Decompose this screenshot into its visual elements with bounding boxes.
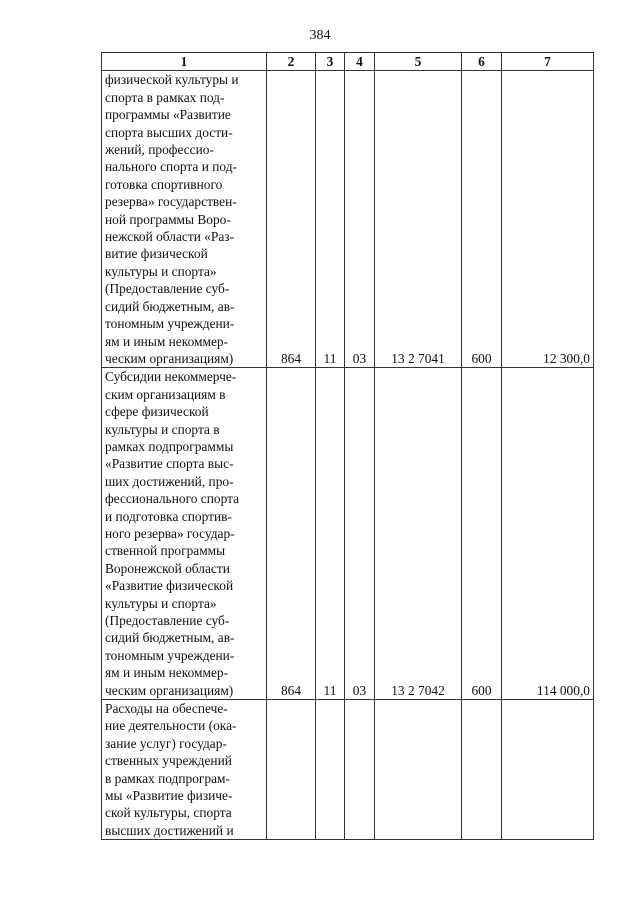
table-row bbox=[102, 368, 594, 700]
ministry-code: 864 bbox=[267, 71, 316, 368]
header-col-2: 2 bbox=[267, 53, 316, 71]
amount-value bbox=[502, 700, 594, 840]
table-row bbox=[102, 71, 594, 368]
ministry-code: 864 bbox=[267, 368, 316, 700]
header-col-6: 6 bbox=[462, 53, 502, 71]
amount-value: 12 300,0 bbox=[502, 71, 594, 368]
expense-type-code bbox=[462, 700, 502, 840]
header-col-3: 3 bbox=[316, 53, 345, 71]
table-row bbox=[102, 700, 594, 840]
target-article-code: 13 2 7042 bbox=[375, 368, 462, 700]
header-col-4: 4 bbox=[345, 53, 375, 71]
header-col-1: 1 bbox=[102, 53, 267, 71]
ministry-code bbox=[267, 700, 316, 840]
section-code: 11 bbox=[316, 368, 345, 700]
section-code: 11 bbox=[316, 71, 345, 368]
row-description: физической культуры и спорта в рамках под- программы «Развитие спорта высших дости- жений, профессио- нального спорта и под- готовка спортивного резерва» государствен- ной программы Воро- нежской области «Раз- витие физической культуры и спорта» (Предоставление суб- сидий бюджетным, ав- тономным учреждени- ям и иным некоммер- ческим организациям) bbox=[102, 71, 267, 368]
expense-type-code: 600 bbox=[462, 71, 502, 368]
row-description: Расходы на обеспече- ние деятельности (ока- зание услуг) государ- ственных учреждений в рамках подпрограм- мы «Развитие физиче- ской культуры, спорта высших достижений и bbox=[102, 700, 267, 840]
header-col-5: 5 bbox=[375, 53, 462, 71]
header-col-7: 7 bbox=[502, 53, 594, 71]
expense-type-code: 600 bbox=[462, 368, 502, 700]
row-description: Субсидии некоммерче- ским организациям в сфере физической культуры и спорта в рамках подпрограммы «Развитие спорта выс- ших достижений, про- фессионального спорта и подготовка спортив- ного резерва» государ- ственной программы Воронежской области «Развитие физической культуры и спорта» (Предоставление суб- сидий бюджетным, ав- тономным учреждени- ям и иным некоммер- ческим организациям) bbox=[102, 368, 267, 700]
subsection-code: 03 bbox=[345, 368, 375, 700]
header-row bbox=[102, 53, 594, 71]
section-code bbox=[316, 700, 345, 840]
target-article-code bbox=[375, 700, 462, 840]
subsection-code: 03 bbox=[345, 71, 375, 368]
target-article-code: 13 2 7041 bbox=[375, 71, 462, 368]
subsection-code bbox=[345, 700, 375, 840]
amount-value: 114 000,0 bbox=[502, 368, 594, 700]
budget-table bbox=[101, 52, 594, 840]
page-number: 384 bbox=[309, 28, 331, 43]
